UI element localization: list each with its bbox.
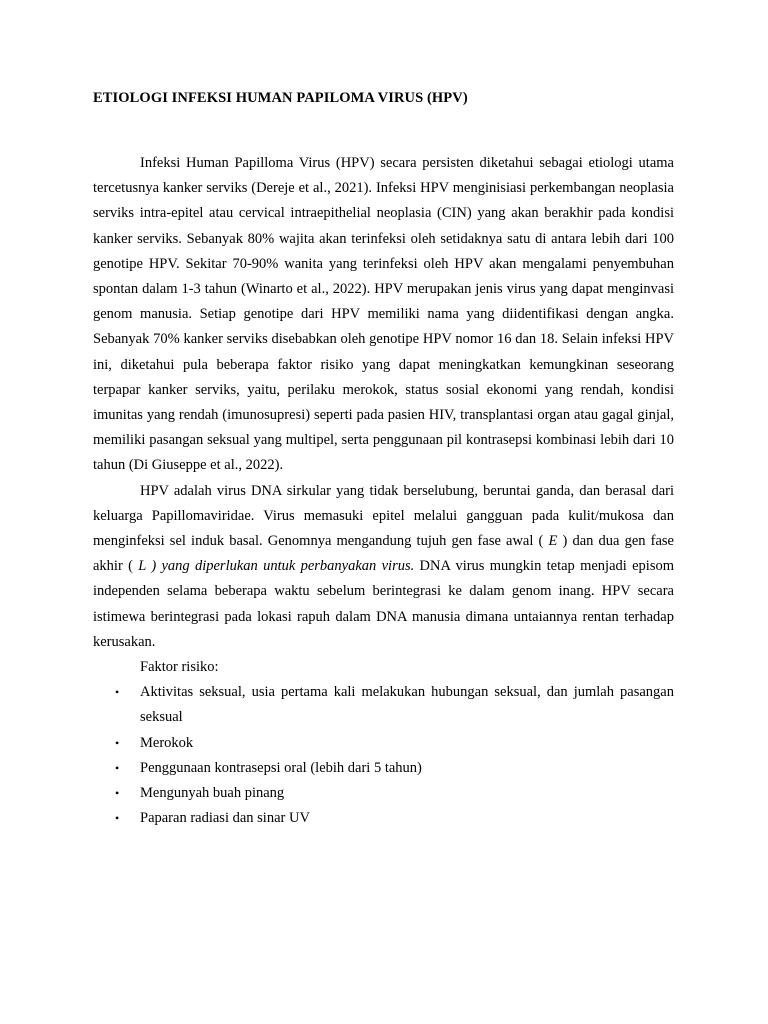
paragraph-hpv-text-3: DNA virus mungkin tetap menjadi episom independen selama beberapa waktu sebelum berintegrasi ke dalam genom inang. HPV secara istimewa berintegrasi pada lokasi rapuh dalam DNA manusia dimana untaiannya rentan terhadap kerusakan. — [93, 558, 674, 650]
list-item-text: Penggunaan kontrasepsi oral (lebih dari 5 tahun) — [140, 759, 422, 776]
late-gene-italic-text: L ) yang diperlukan untuk perbanyakan virus. — [132, 558, 415, 575]
paragraph-hpv-text-2: ) dan dua gen fase akhir ( — [93, 533, 674, 575]
list-item — [93, 731, 674, 756]
bullet-icon: • — [115, 735, 120, 750]
list-item — [93, 781, 674, 806]
list-item — [93, 680, 674, 730]
list-item-text: Merokok — [140, 734, 194, 751]
document-title: ETIOLOGI INFEKSI HUMAN PAPILOMA VIRUS (HPV) — [93, 90, 468, 106]
bullet-icon: • — [115, 685, 120, 700]
bullet-icon: • — [115, 760, 120, 775]
list-item-text: Paparan radiasi dan sinar UV — [140, 810, 310, 827]
list-item — [93, 806, 674, 831]
paragraph-hpv-description — [93, 479, 674, 655]
bullet-icon: • — [115, 811, 120, 826]
list-item-text: Aktivitas seksual, usia pertama kali melakukan hubungan seksual, dan jumlah pasangan seksual — [140, 684, 674, 726]
list-item-text: Mengunyah buah pinang — [140, 785, 285, 802]
risk-factors-list — [93, 680, 674, 831]
bullet-icon: • — [115, 786, 120, 801]
paragraph-etiology: Infeksi Human Papilloma Virus (HPV) secara persisten diketahui sebagai etiologi utama tercetusnya kanker serviks (Dereje et al., 2021). Infeksi HPV menginisiasi perkembangan neoplasia serviks intra-epitel atau cervical intraepithelial neoplasia (CIN) yang akan berakhir pada kondisi kanker serviks. Sebanyak 80% wajita akan terinfeksi oleh setidaknya satu di antara lebih dari 100 genotipe HPV. Sekitar 70-90% wanita yang terinfeksi oleh HPV akan mengalami penyembuhan spontan dalam 1-3 tahun (Winarto et al., 2022). HPV merupakan jenis virus yang dapat menginvasi genom manusia. Setiap genotipe dari HPV memiliki nama yang diidentifikasi dengan angka. Sebanyak 70% kanker serviks disebabkan oleh genotipe HPV nomor 16 dan 18. Selain infeksi HPV ini, diketahui pula beberapa faktor risiko yang dapat meningkatkan kemungkinan seseorang terpapar kanker serviks, yaitu, perilaku merokok, status sosial ekonomi yang rendah, kondisi imunitas yang rendah (imunosupresi) seperti pada pasien HIV, transplantasi organ atau gagal ginjal, memiliki pasangan seksual yang multipel, serta penggunaan pil kontrasepsi kombinasi lebih dari 10 tahun (Di Giuseppe et al., 2022). — [93, 155, 674, 474]
early-gene-letter: E — [543, 533, 563, 550]
paragraph-hpv-text-1: HPV adalah virus DNA sirkular yang tidak berselubung, beruntai ganda, dan berasal dari keluarga Papillomaviridae. Virus memasuki epitel melalui gangguan pada kulit/mukosa dan menginfeksi sel induk basal. Genomnya mengandung tujuh gen fase awal ( — [93, 482, 674, 550]
list-item — [93, 756, 674, 781]
risk-factors-label: Faktor risiko: — [140, 659, 219, 676]
document-page — [93, 88, 674, 831]
